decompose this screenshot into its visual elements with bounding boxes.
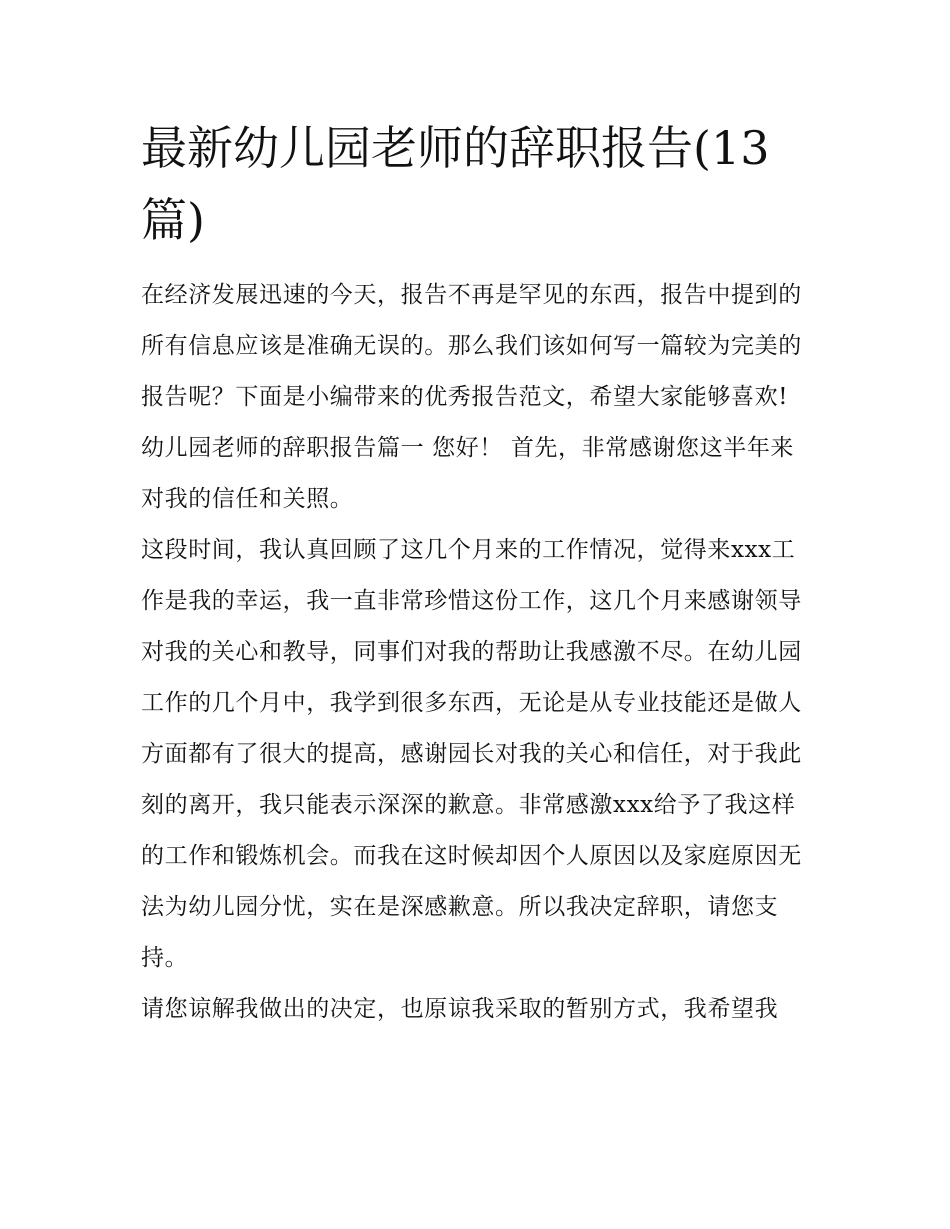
paragraph-intro: 在经济发展迅速的今天，报告不再是罕见的东西，报告中提到的所有信息应该是准确无误的。那么我们该如何写一篇较为完美的报告呢？下面是小编带来的优秀报告范文，希望大家能够喜欢! [141, 282, 802, 410]
document-body [141, 112, 813, 1035]
paragraph-greeting: 幼儿园老师的辞职报告篇一 您好！ 首先，非常感谢您这半年来对我的信任和关照。 [141, 435, 795, 512]
paragraph-closing: 请您谅解我做出的决定，也原谅我采取的暂别方式，我希望我 [141, 996, 779, 1022]
document-title: 最新幼儿园老师的辞职报告(13篇) [141, 121, 770, 247]
paragraph-body: 这段时间，我认真回顾了这几个月来的工作情况，觉得来xxx工作是我的幸运，我一直非常珍惜这份工作，这几个月来感谢领导对我的关心和教导，同事们对我的帮助让我感激不尽。在幼儿园工作的几个月中，我学到很多东西，无论是从专业技能还是做人方面都有了很大的提高，感谢园长对我的关心和信任，对于我此刻的离开，我只能表示深深的歉意。非常感激xxx给予了我这样的工作和锻炼机会。而我在这时候却因个人原因以及家庭原因无法为幼儿园分忧，实在是深感歉意。所以我决定辞职，请您支持。 [141, 537, 802, 971]
